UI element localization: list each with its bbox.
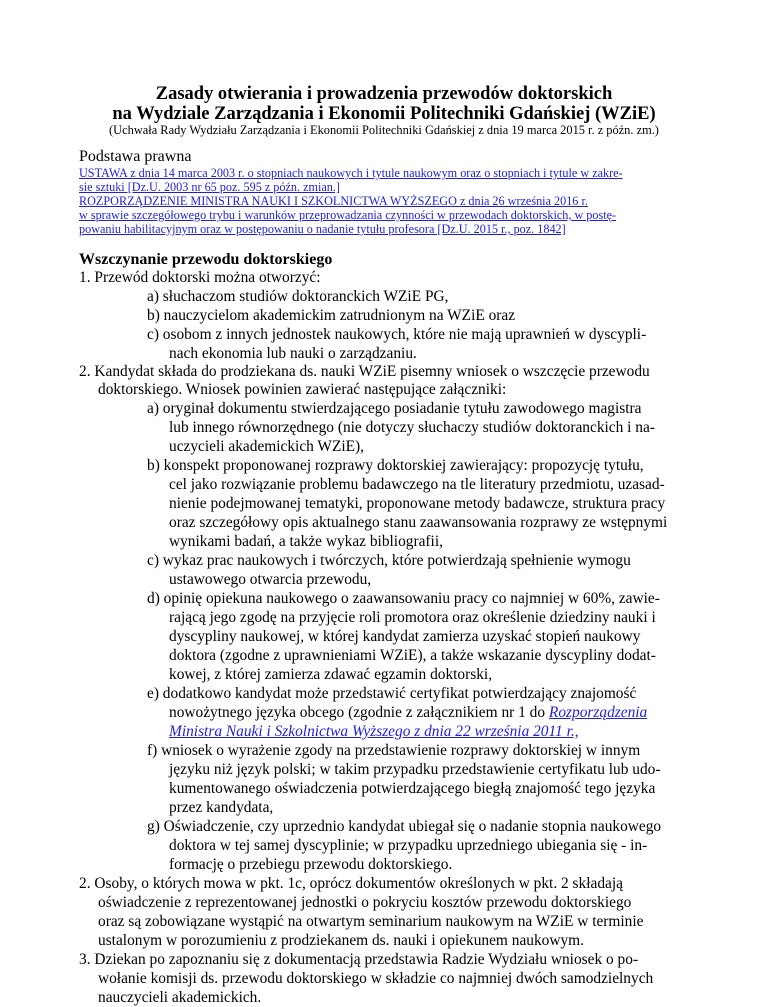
regulation-link-line-3[interactable]: powaniu habilitacyjnym oraz w postępowaniu o nadanie tytułu profesora [Dz.U. 2015 r., poz. 1842] bbox=[79, 222, 566, 236]
item-2-b-line-4: oraz szczegółowy opis aktualnego stanu zaawansowania rozprawy ze wstępnymi bbox=[169, 514, 668, 531]
item-2-e-line-1: e) dodatkowo kandydat może przedstawić certyfikat potwierdzający znajomość bbox=[147, 685, 637, 702]
item-2-e-line-3 bbox=[169, 723, 579, 741]
item-1-b: b) nauczycielom akademickim zatrudnionym na WZiE oraz bbox=[147, 307, 516, 324]
section-heading: Wszczynanie przewodu doktorskiego bbox=[79, 251, 333, 268]
item-2-b-line-2: cel jako rozwiązanie problemu badawczego na tle literatury przedmiotu, uzasad- bbox=[169, 476, 665, 493]
item-1-c-line-2: nach ekonomia lub nauki o zarządzaniu. bbox=[169, 345, 417, 362]
legal-basis-heading: Podstawa prawna bbox=[79, 148, 192, 165]
item-2-c-line-2: ustawowego otwarcia przewodu, bbox=[169, 571, 372, 588]
regulation-link-line-1[interactable]: ROZPORZĄDZENIE MINISTRA NAUKI I SZKOLNICTWA WYŻSZEGO z dnia 26 września 2016 r. bbox=[79, 194, 588, 208]
act-link-line-2[interactable]: sie sztuki [Dz.U. 2003 nr 65 poz. 595 z późn. zmian.] bbox=[79, 180, 340, 194]
item-3-line-1: 3. Dziekan po zapoznaniu się z dokumentacją przedstawia Radzie Wydziału wniosek o po- bbox=[79, 951, 639, 968]
item-2-d-line-3: dyscypliny naukowej, w której kandydat zamierza uzyskać stopień naukowy bbox=[169, 628, 641, 645]
item-2-e-line-2 bbox=[169, 704, 647, 722]
item-2-g-line-1: g) Oświadczenie, czy uprzednio kandydat ubiegał się o nadanie stopnia naukowego bbox=[147, 818, 662, 835]
item-2-f-line-4: przez kandydata, bbox=[169, 799, 274, 816]
regulation-link-line-2[interactable]: w sprawie szczegółowego trybu i warunków przeprowadzania czynności w przewodach doktorskich, w postę- bbox=[79, 208, 617, 222]
item-2-f-line-1: f) wniosek o wyrażenie zgody na przedstawienie rozprawy doktorskiej w innym bbox=[147, 742, 641, 759]
item-2-g-line-2: doktora w tej samej dyscyplinie; w przypadku uprzedniego ubiegania się - in- bbox=[169, 837, 648, 854]
item-1-lead: 1. Przewód doktorski można otworzyć: bbox=[79, 269, 321, 286]
document-subtitle: (Uchwała Rady Wydziału Zarządzania i Ekonomii Politechniki Gdańskiej z dnia 19 marca 2015 r. z późn. zm.) bbox=[109, 123, 659, 137]
item-2-d-line-5: kowej, z której zamierza zdawać egzamin doktorski, bbox=[169, 666, 493, 683]
item-1-c-line-1: c) osobom z innych jednostek naukowych, które nie mają uprawnień w dyscypli- bbox=[147, 326, 647, 343]
item-2-a-line-2: lub innego równorzędnego (nie dotyczy słuchaczy studiów doktoranckich i na- bbox=[169, 419, 655, 436]
document-title-line-2: na Wydziale Zarządzania i Ekonomii Politechniki Gdańskiej (WZiE) bbox=[112, 104, 656, 124]
item-2-b-line-1: b) konspekt proponowanej rozprawy doktorskiej zawierający: propozycję tytułu, bbox=[147, 457, 644, 474]
item-1-a: a) słuchaczom studiów doktoranckich WZiE PG, bbox=[147, 288, 449, 305]
item-2b-line-3: oraz są zobowiązane wystąpić na otwartym seminarium naukowym na WZiE w terminie bbox=[98, 913, 644, 930]
item-2-b-line-5: wynikami badań, a także wykaz bibliografii, bbox=[169, 533, 443, 550]
item-2-b-line-3: nienie podejmowanej tematyki, proponowane metody badawcze, struktura pracy bbox=[169, 495, 666, 512]
item-3-line-3: nauczycieli akademickich. bbox=[98, 989, 262, 1006]
regulation-2011-link-continued[interactable]: Ministra Nauki i Szkolnictwa Wyższego z dnia 22 września 2011 r., bbox=[169, 723, 579, 740]
item-2-g-line-3: formację o przebiegu przewodu doktorskiego. bbox=[169, 856, 453, 873]
document-title-line-1: Zasady otwierania i prowadzenia przewodów doktorskich bbox=[155, 84, 613, 104]
item-2-d-line-2: rającą jego zgodę na przyjęcie roli promotora oraz określenie dziedziny nauki i bbox=[169, 609, 656, 626]
item-2-f-line-2: języku niż język polski; w takim przypadku przedstawienie certyfikatu lub udo- bbox=[169, 761, 661, 778]
item-2-a-line-1: a) oryginał dokumentu stwierdzającego posiadanie tytułu zawodowego magistra bbox=[147, 400, 642, 417]
item-2-d-line-1: d) opinię opiekuna naukowego o zaawansowaniu pracy co najmniej w 60%, zawie- bbox=[147, 590, 660, 607]
item-3-line-2: wołanie komisji ds. przewodu doktorskiego w składzie co najmniej dwóch samodzielnych bbox=[98, 970, 654, 987]
item-2-e-line-2-text: nowożytnego języka obcego (zgodnie z załącznikiem nr 1 do bbox=[169, 704, 549, 721]
regulation-2011-link[interactable]: Rozporządzenia bbox=[548, 704, 648, 721]
item-2-c-line-1: c) wykaz prac naukowych i twórczych, które potwierdzają spełnienie wymogu bbox=[147, 552, 631, 569]
item-2b-line-2: oświadczenie z reprezentowanej jednostki o pokryciu kosztów przewodu doktorskiego bbox=[98, 894, 632, 911]
item-2-lead-line-1: 2. Kandydat składa do prodziekana ds. nauki WZiE pisemny wniosek o wszczęcie przewodu bbox=[79, 363, 650, 380]
item-2b-line-1: 2. Osoby, o których mowa w pkt. 1c, oprócz dokumentów określonych w pkt. 2 składają bbox=[79, 875, 623, 892]
item-2-d-line-4: doktora (zgodne z uprawnieniami WZiE), a także wskazanie dyscypliny dodat- bbox=[169, 647, 656, 664]
item-2-f-line-3: kumentowanego oświadczenia potwierdzającego biegłą znajomość tego języka bbox=[169, 780, 656, 797]
item-2-lead-line-2: doktorskiego. Wniosek powinien zawierać następujące załączniki: bbox=[98, 381, 507, 398]
act-link-line-1[interactable]: USTAWA z dnia 14 marca 2003 r. o stopniach naukowych i tytule naukowym oraz o stopniach i tytule w zakre- bbox=[79, 166, 623, 180]
item-2b-line-4: ustalonym w porozumieniu z prodziekanem ds. nauki i opiekunem naukowym. bbox=[98, 932, 584, 949]
item-2-a-line-3: uczycieli akademickich WZiE), bbox=[169, 438, 364, 455]
